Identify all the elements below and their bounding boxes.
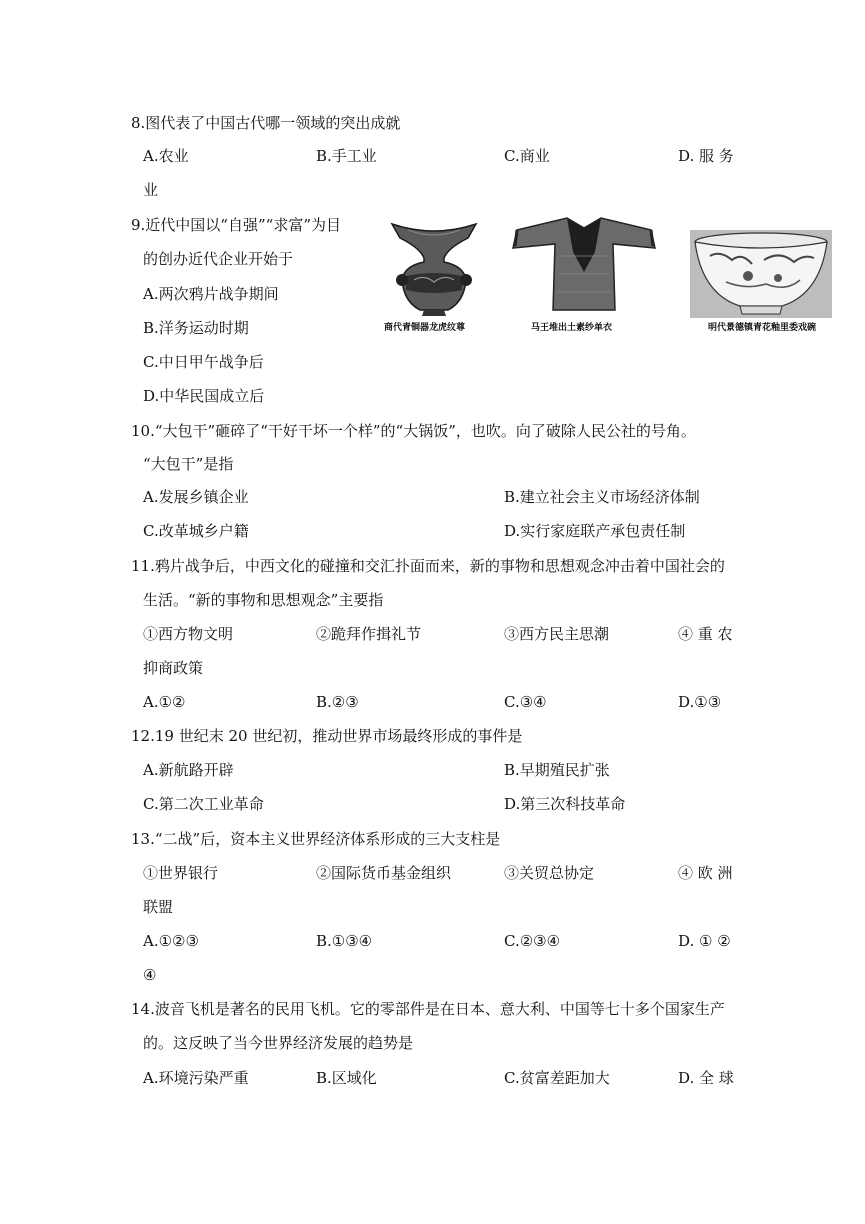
q11-option-b: B.②③ xyxy=(316,693,359,711)
q10-option-d: D.实行家庭联产承包责任制 xyxy=(504,522,686,540)
q11-item-1: ①西方物文明 xyxy=(143,625,234,643)
q11-item-2: ②跪拜作揖礼节 xyxy=(316,625,422,643)
q12-option-c: C.第二次工业革命 xyxy=(143,795,264,813)
q13-item-2: ②国际货币基金组织 xyxy=(316,864,452,882)
porcelain-bowl-caption: 明代景德镇青花釉里委戏碗 xyxy=(708,323,817,333)
silk-garment-caption: 马王堆出土素纱单衣 xyxy=(531,323,613,333)
q11-item-3: ③西方民主思潮 xyxy=(504,625,610,643)
q12-option-b: B.早期殖民扩张 xyxy=(504,761,610,779)
q9-stem-line2: 的创办近代企业开始于 xyxy=(143,250,294,268)
q13-option-c: C.②③④ xyxy=(504,932,561,950)
q13-option-d: D. ① ② xyxy=(678,932,731,950)
q8-option-c: C.商业 xyxy=(504,147,550,165)
q11-option-d: D.①③ xyxy=(678,693,722,711)
bronze-vessel-caption: 商代青铜器龙虎纹尊 xyxy=(384,323,466,333)
q11-stem-line1: 11.鸦片战争后，中西文化的碰撞和交汇扑面而来，新的事物和思想观念冲击着中国社会的 xyxy=(131,557,725,575)
q13-option-a: A.①②③ xyxy=(143,932,199,950)
q13-item-4-wrap: 联盟 xyxy=(143,898,174,916)
q9-stem-line1: 9.近代中国以“自强”“求富”为目 xyxy=(131,216,341,234)
q10-option-b: B.建立社会主义市场经济体制 xyxy=(504,488,700,506)
porcelain-bowl-image xyxy=(690,230,832,318)
q11-item-4-wrap: 抑商政策 xyxy=(143,659,204,677)
q8-option-d: D. 服 务 xyxy=(678,147,734,165)
q9-option-b: B.洋务运动时期 xyxy=(143,319,249,337)
q13-item-3: ③关贸总协定 xyxy=(504,864,595,882)
q10-stem-line1: 10.“大包干”砸碎了“干好干坏一个样”的“大锅饭”，也吹。向了破除人民公社的号角。 xyxy=(131,422,696,440)
q11-stem-line2: 生活。“新的事物和思想观念”主要指 xyxy=(143,591,384,609)
bronze-vessel-image xyxy=(384,218,484,318)
q13-stem: 13.“二战”后，资本主义世界经济体系形成的三大支柱是 xyxy=(131,830,501,848)
q14-option-d: D. 全 球 xyxy=(678,1069,734,1087)
q11-item-4: ④ 重 农 xyxy=(678,625,733,643)
q12-stem: 12.19 世纪末 20 世纪初，推动世界市场最终形成的事件是 xyxy=(131,727,523,745)
q10-stem-line2: “大包干”是指 xyxy=(143,455,234,473)
q14-option-c: C.贫富差距加大 xyxy=(504,1069,610,1087)
q13-option-b: B.①③④ xyxy=(316,932,373,950)
q8-option-b: B.手工业 xyxy=(316,147,377,165)
q12-option-d: D.第三次科技革命 xyxy=(504,795,626,813)
q14-option-a: A.环境污染严重 xyxy=(143,1069,249,1087)
q13-item-1: ①世界银行 xyxy=(143,864,219,882)
silk-garment-image xyxy=(511,212,657,314)
q13-option-d-wrap: ④ xyxy=(143,966,157,984)
q14-option-b: B.区域化 xyxy=(316,1069,377,1087)
q11-option-a: A.①② xyxy=(143,693,186,711)
q8-stem: 8.图代表了中国古代哪一领域的突出成就 xyxy=(131,114,401,132)
q14-stem-line1: 14.波音飞机是著名的民用飞机。它的零部件是在日本、意大利、中国等七十多个国家生产 xyxy=(131,1000,725,1018)
q10-option-c: C.改革城乡户籍 xyxy=(143,522,249,540)
q9-option-c: C.中日甲午战争后 xyxy=(143,353,264,371)
q13-item-4: ④ 欧 洲 xyxy=(678,864,733,882)
q9-option-d: D.中华民国成立后 xyxy=(143,387,265,405)
q10-option-a: A.发展乡镇企业 xyxy=(143,488,249,506)
q9-option-a: A.两次鸦片战争期间 xyxy=(143,285,279,303)
q8-option-a: A.农业 xyxy=(143,147,189,165)
q8-option-d-wrap: 业 xyxy=(143,181,159,199)
q12-option-a: A.新航路开辟 xyxy=(143,761,234,779)
q14-stem-line2: 的。这反映了当今世界经济发展的趋势是 xyxy=(143,1034,414,1052)
q11-option-c: C.③④ xyxy=(504,693,547,711)
